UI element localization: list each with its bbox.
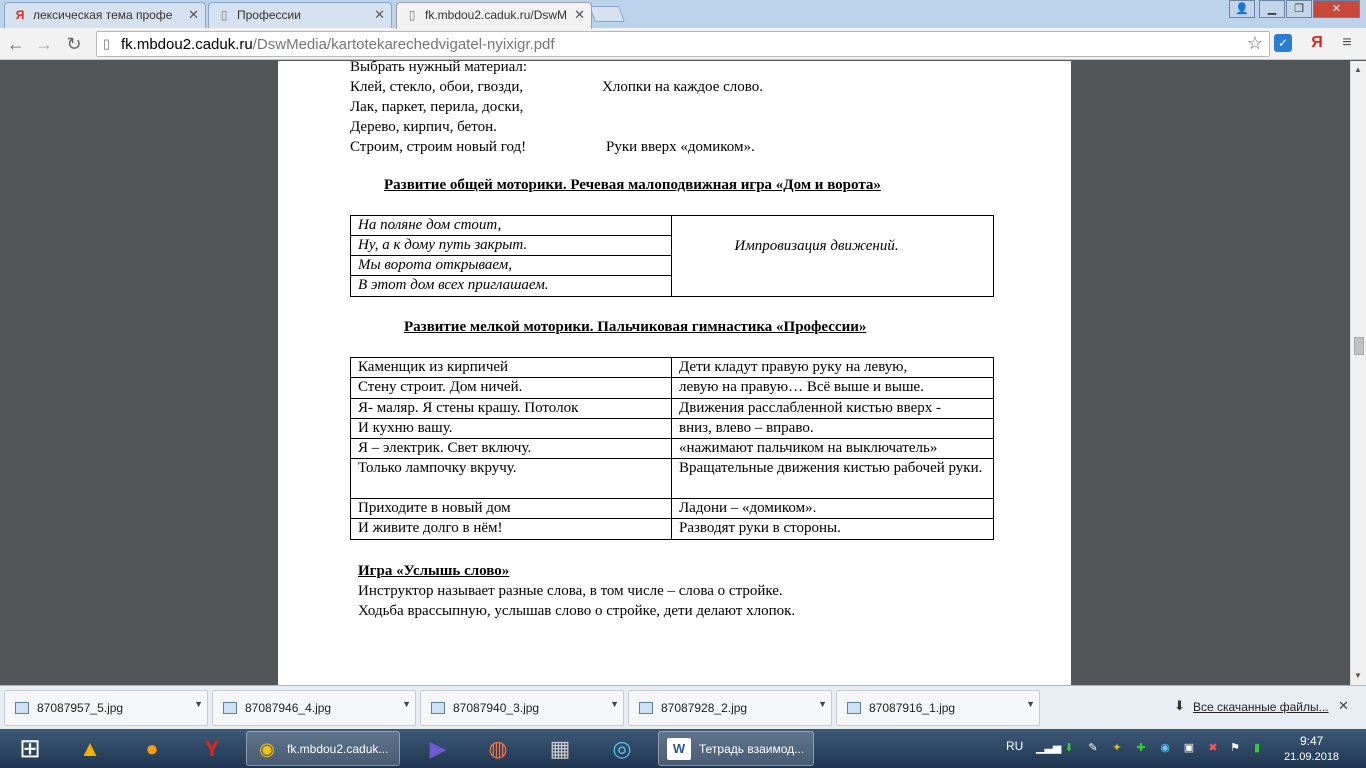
task-label: fk.mbdou2.caduk... — [287, 742, 389, 756]
forward-button[interactable]: → — [35, 34, 53, 54]
scroll-down-icon[interactable]: ▼ — [1354, 671, 1362, 680]
chevron-down-icon[interactable]: ▼ — [610, 699, 619, 709]
task-word[interactable] — [658, 731, 814, 766]
intro-line: Выбрать нужный материал: — [350, 61, 528, 75]
volume-muted-icon[interactable]: ✖ — [1208, 742, 1218, 754]
firefox-icon[interactable]: ◍ — [488, 736, 508, 761]
outro-line: Ходьба врассыпную, услышав слово о стройке, дети делают хлопок. — [358, 603, 796, 619]
browser-toolbar — [0, 28, 1366, 60]
intro-action: Руки вверх «домиком». — [606, 139, 755, 155]
url-host: fk.mbdou2.caduk.ru — [121, 36, 253, 53]
image-file-icon — [847, 702, 861, 714]
table-dom-i-vorota — [350, 215, 994, 297]
scrollbar-thumb[interactable] — [1354, 337, 1364, 355]
yandex-icon[interactable]: Я — [1311, 34, 1323, 51]
tab-1[interactable] — [4, 2, 206, 28]
page-icon: ▯ — [103, 36, 111, 51]
reload-button[interactable]: ↻ — [66, 34, 82, 54]
device-icon[interactable]: ▣ — [1183, 742, 1195, 754]
aimp-icon[interactable]: ▲ — [79, 736, 101, 761]
improvisation-text: Импровизация движений. — [734, 237, 899, 254]
calculator-icon[interactable]: ▦ — [549, 736, 571, 761]
table-cell: Я – электрик. Свет включу. — [351, 439, 672, 459]
table-cell: Каменщик из кирпичей — [351, 358, 672, 378]
vertical-scrollbar[interactable] — [1350, 61, 1366, 685]
menu-icon[interactable]: ≡ — [1342, 34, 1352, 51]
download-item[interactable] — [420, 690, 624, 726]
table-cell: Приходите в новый дом — [351, 499, 672, 519]
task-chrome[interactable] — [246, 731, 400, 766]
chevron-down-icon[interactable]: ▼ — [818, 699, 827, 709]
download-filename: 87087946_4.jpg — [245, 701, 332, 715]
tab-title: лексическая тема профе — [33, 8, 173, 22]
chevron-down-icon[interactable]: ▼ — [194, 699, 203, 709]
page-icon: ▯ — [220, 8, 228, 22]
download-filename: 87087940_3.jpg — [453, 701, 540, 715]
image-file-icon — [15, 702, 29, 714]
table-professii — [350, 357, 994, 540]
bookmark-star-icon[interactable]: ☆ — [1246, 33, 1263, 53]
browser-icon[interactable]: ● — [145, 736, 159, 761]
table-cell: Дети кладут правую руку на левую, — [672, 358, 994, 378]
heading-gross-motor: Развитие общей моторики. Речевая малоподвижная игра «Дом и ворота» — [384, 177, 881, 193]
pdf-page — [278, 61, 1071, 685]
back-button[interactable]: ← — [7, 34, 25, 54]
shield-icon[interactable]: ✓ — [1274, 34, 1292, 52]
intro-line: Строим, строим новый год! — [350, 139, 527, 155]
image-file-icon — [639, 702, 653, 714]
close-icon[interactable]: ✕ — [188, 7, 199, 22]
image-file-icon — [431, 702, 445, 714]
downloads-bar — [0, 685, 1366, 729]
intro-line: Клей, стекло, обои, гвозди, — [350, 79, 524, 95]
pdf-viewer — [0, 61, 1350, 685]
media-player-icon[interactable]: ▶ — [429, 736, 447, 761]
table-cell: Разводят руки в стороны. — [672, 519, 994, 540]
table-cell — [672, 216, 994, 297]
page-icon: ▯ — [408, 8, 416, 22]
yandex-icon[interactable]: Y — [204, 736, 220, 761]
url-path: /DswMedia/kartotekarechedvigatel-nyixigr.pdf — [252, 36, 555, 53]
table-cell: Вращательные движения кистью рабочей руки. — [672, 459, 994, 499]
tab-3[interactable] — [396, 2, 592, 29]
tool-icon[interactable]: ✎ — [1088, 742, 1098, 754]
system-tray — [1000, 729, 1366, 768]
download-item[interactable] — [836, 690, 1040, 726]
table-cell: левую на правую… Всё выше и выше. — [672, 378, 994, 399]
heading-game: Игра «Услышь слово» — [358, 563, 510, 579]
chrome-icon: ◉ — [259, 739, 275, 759]
scroll-up-icon[interactable]: ▲ — [1354, 65, 1362, 74]
taskbar — [0, 729, 1366, 768]
heading-fine-motor: Развитие мелкой моторики. Пальчиковая гимнастика «Профессии» — [404, 319, 867, 335]
tab-title: fk.mbdou2.caduk.ru/DswM — [425, 8, 568, 22]
table-cell: На поляне дом стоит, — [351, 216, 672, 236]
user-icon[interactable]: 👤 — [1229, 0, 1255, 18]
battery-icon[interactable]: ▮ — [1253, 742, 1261, 754]
chevron-down-icon[interactable]: ▼ — [402, 699, 411, 709]
tab-strip — [0, 0, 1366, 28]
download-item[interactable] — [212, 690, 416, 726]
download-item[interactable] — [4, 690, 208, 726]
close-window-button[interactable]: ✕ — [1313, 0, 1360, 18]
minimize-button[interactable]: ▁ — [1259, 0, 1285, 18]
table-cell: Мы ворота открываем, — [351, 256, 672, 276]
address-bar[interactable] — [96, 31, 1270, 57]
table-cell: Стену строит. Дом ничей. — [351, 378, 672, 399]
close-icon[interactable]: ✕ — [574, 7, 585, 22]
table-cell: Я- маляр. Я стены крашу. Потолок — [351, 399, 672, 419]
flag-icon[interactable]: ⚑ — [1230, 742, 1240, 754]
close-icon[interactable]: ✕ — [1338, 698, 1349, 713]
download-filename: 87087957_5.jpg — [37, 701, 124, 715]
tab-title: Профессии — [237, 8, 301, 22]
plus-icon[interactable]: ✚ — [1136, 742, 1146, 754]
intro-action: Хлопки на каждое слово. — [602, 79, 764, 95]
table-cell: Движения расслабленной кистью вверх - — [672, 399, 994, 419]
network-icon[interactable]: ◉ — [1160, 742, 1170, 754]
download-icon[interactable]: ⬇ — [1064, 742, 1074, 754]
table-cell: И живите долго в нём! — [351, 519, 672, 540]
show-all-downloads-link[interactable]: Все скачанные файлы... — [1193, 700, 1329, 714]
chevron-down-icon[interactable]: ▼ — [1026, 699, 1035, 709]
language-indicator[interactable]: RU — [1006, 739, 1024, 753]
word-icon: W — [667, 738, 691, 760]
yandex-icon: Я — [15, 8, 25, 22]
table-cell: В этот дом всех приглашаем. — [351, 276, 672, 297]
task-label: Тетрадь взаимод... — [699, 742, 805, 756]
tab-2[interactable] — [208, 2, 392, 28]
table-cell: Только лампочку вкручу. — [351, 459, 672, 499]
tray-app-icon[interactable]: ✦ — [1112, 742, 1122, 754]
download-filename: 87087928_2.jpg — [661, 701, 748, 715]
maximize-button[interactable]: ❐ — [1286, 0, 1312, 18]
start-button[interactable]: ⊞ — [19, 733, 41, 763]
close-icon[interactable]: ✕ — [374, 7, 385, 22]
clock-time[interactable]: 9:47 — [1300, 734, 1324, 748]
outro-line: Инструктор называет разные слова, в том числе – слова о стройке. — [358, 583, 783, 599]
table-cell: И кухню вашу. — [351, 419, 672, 439]
signal-icon[interactable]: ▁▃▅ — [1036, 742, 1062, 754]
intro-line: Дерево, кирпич, бетон. — [350, 119, 497, 135]
table-cell: «нажимают пальчиком на выключатель» — [672, 439, 994, 459]
image-file-icon — [223, 702, 237, 714]
table-cell: Ладони – «домиком». — [672, 499, 994, 519]
intro-line: Лак, паркет, перила, доски, — [350, 99, 524, 115]
download-filename: 87087916_1.jpg — [869, 701, 956, 715]
download-arrow-icon: ⬇ — [1174, 698, 1185, 713]
download-item[interactable] — [628, 690, 832, 726]
table-cell: Ну, а к дому путь закрыт. — [351, 236, 672, 256]
app-icon[interactable]: ◎ — [612, 736, 632, 761]
new-tab-button[interactable] — [589, 6, 625, 22]
clock-date[interactable]: 21.09.2018 — [1284, 751, 1340, 763]
table-cell: вниз, влево – вправо. — [672, 419, 994, 439]
